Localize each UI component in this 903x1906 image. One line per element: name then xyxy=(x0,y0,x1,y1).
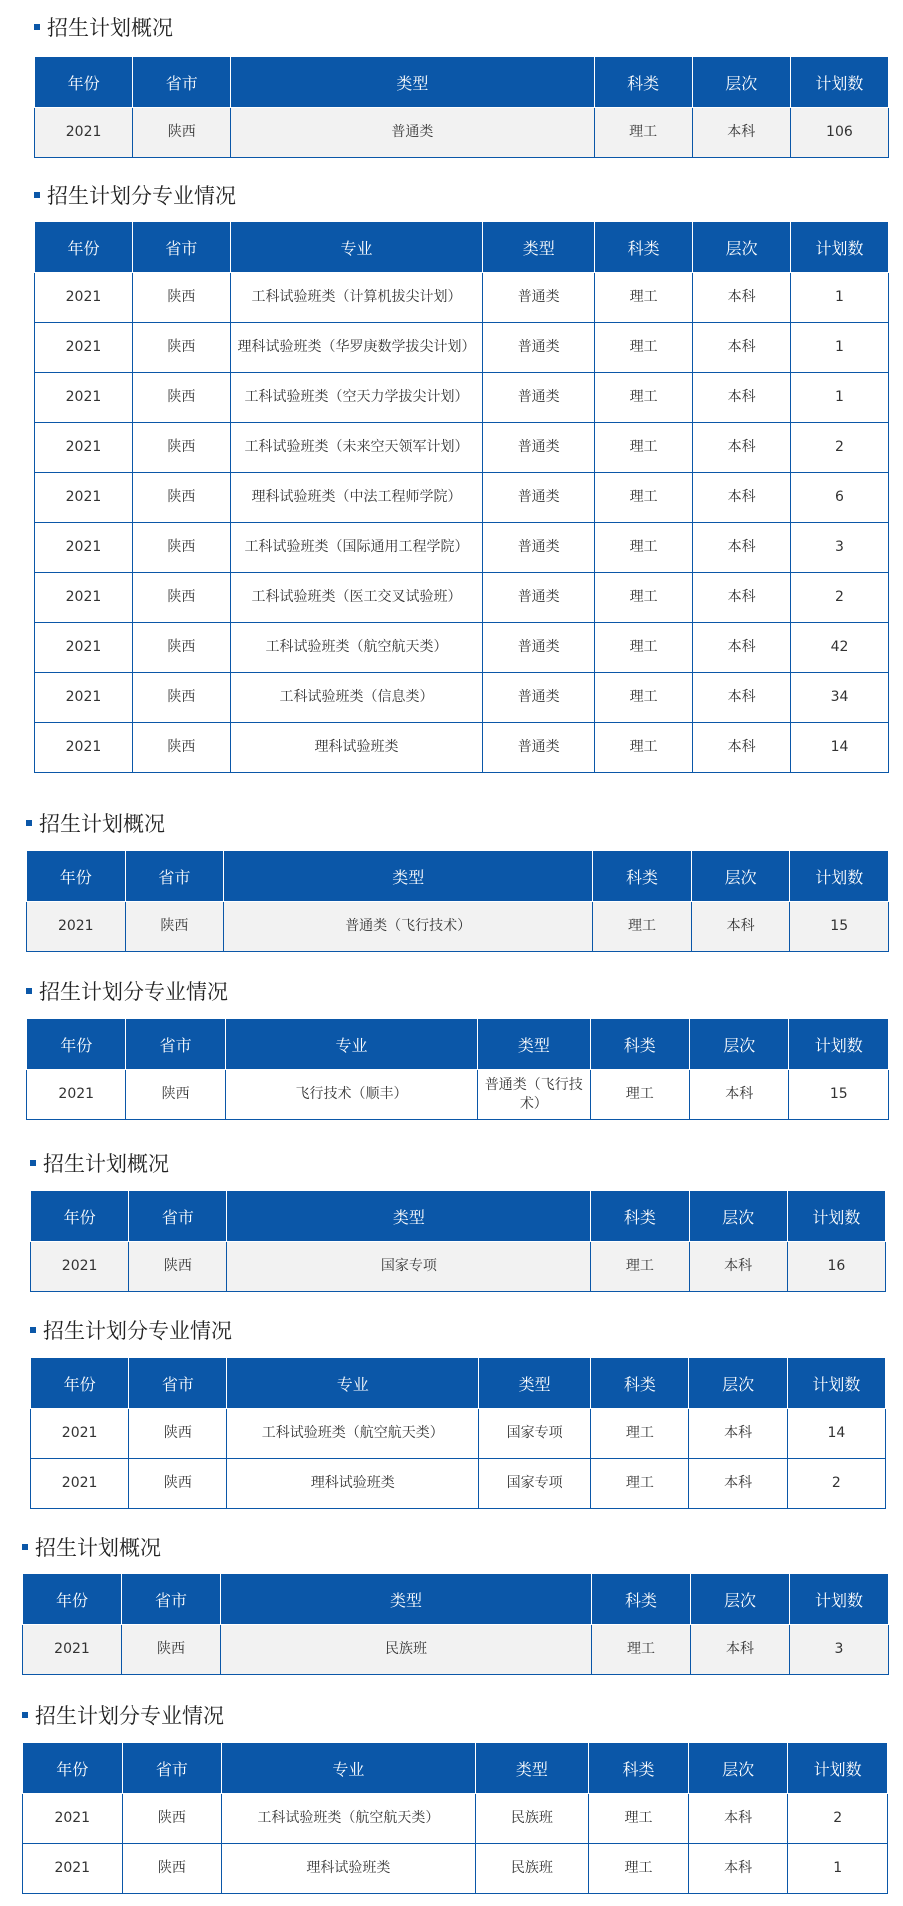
cell-subject: 理工 xyxy=(590,1070,689,1120)
column-header-major: 专业 xyxy=(227,1358,479,1409)
cell-type: 普通类（飞行技术） xyxy=(478,1070,591,1120)
cell-level: 本科 xyxy=(689,1242,787,1292)
cell-type: 民族班 xyxy=(475,1794,589,1844)
cell-subject: 理工 xyxy=(595,523,693,573)
cell-type: 普通类 xyxy=(483,323,595,373)
cell-year: 2021 xyxy=(35,723,133,773)
cell-level: 本科 xyxy=(693,323,791,373)
cell-level: 本科 xyxy=(693,373,791,423)
cell-year: 2021 xyxy=(23,1794,123,1844)
cell-level: 本科 xyxy=(691,1625,790,1675)
section-title-text: 招生计划分专业情况 xyxy=(43,1319,232,1343)
cell-year: 2021 xyxy=(31,1459,129,1509)
section-title xyxy=(26,976,228,1006)
cell-level: 本科 xyxy=(693,423,791,473)
cell-year: 2021 xyxy=(35,623,133,673)
cell-subject: 理工 xyxy=(591,1242,689,1292)
column-header-type: 类型 xyxy=(483,222,595,273)
column-header-level: 层次 xyxy=(690,1019,789,1070)
cell-subject: 理工 xyxy=(592,1625,691,1675)
cell-type: 普通类 xyxy=(483,423,595,473)
section-title-text: 招生计划分专业情况 xyxy=(35,1704,224,1728)
cell-level: 本科 xyxy=(688,1794,788,1844)
cell-subject: 理工 xyxy=(595,373,693,423)
cell-type: 普通类 xyxy=(483,673,595,723)
cell-province: 陕西 xyxy=(122,1794,222,1844)
cell-province: 陕西 xyxy=(125,902,224,952)
cell-year: 2021 xyxy=(27,1070,126,1120)
table-row xyxy=(35,423,889,473)
table-row xyxy=(35,373,889,423)
square-bullet-icon xyxy=(22,1544,28,1550)
table-row xyxy=(27,902,889,952)
cell-major: 工科试验班类（航空航天类） xyxy=(227,1409,479,1459)
cell-level: 本科 xyxy=(690,1070,789,1120)
square-bullet-icon xyxy=(26,820,32,826)
cell-count: 1 xyxy=(788,1844,888,1894)
cell-major: 工科试验班类（国际通用工程学院） xyxy=(230,523,482,573)
table-row xyxy=(35,273,889,323)
cell-count: 3 xyxy=(790,1625,889,1675)
section-title-text: 招生计划概况 xyxy=(43,1152,169,1176)
cell-type: 国家专项 xyxy=(479,1459,591,1509)
section-title-text: 招生计划分专业情况 xyxy=(47,184,236,208)
cell-level: 本科 xyxy=(693,723,791,773)
column-header-count: 计划数 xyxy=(789,1019,889,1070)
cell-count: 14 xyxy=(791,723,889,773)
cell-province: 陕西 xyxy=(132,323,230,373)
cell-year: 2021 xyxy=(35,423,133,473)
cell-type: 普通类 xyxy=(483,373,595,423)
cell-type: 普通类 xyxy=(483,473,595,523)
cell-major: 理科试验班类 xyxy=(227,1459,479,1509)
section-title-text: 招生计划概况 xyxy=(35,1536,161,1560)
cell-year: 2021 xyxy=(31,1409,129,1459)
table-header-row xyxy=(31,1358,886,1409)
column-header-year: 年份 xyxy=(23,1743,123,1794)
cell-province: 陕西 xyxy=(122,1844,222,1894)
table-row xyxy=(35,323,889,373)
square-bullet-icon xyxy=(30,1160,36,1166)
column-header-count: 计划数 xyxy=(790,1574,889,1625)
table-row xyxy=(35,673,889,723)
cell-major: 工科试验班类（医工交叉试验班） xyxy=(230,573,482,623)
cell-year: 2021 xyxy=(35,373,133,423)
column-header-year: 年份 xyxy=(31,1358,129,1409)
table-row xyxy=(35,108,889,158)
cell-type: 国家专项 xyxy=(227,1242,591,1292)
column-header-province: 省市 xyxy=(126,1019,225,1070)
section-title-text: 招生计划概况 xyxy=(47,16,173,40)
cell-level: 本科 xyxy=(693,523,791,573)
table-row xyxy=(23,1844,888,1894)
table-row xyxy=(35,473,889,523)
column-header-subject: 科类 xyxy=(594,57,692,108)
table-header-row xyxy=(23,1574,889,1625)
cell-level: 本科 xyxy=(688,1844,788,1894)
table-header-row xyxy=(35,57,889,108)
table-row xyxy=(31,1459,886,1509)
cell-province: 陕西 xyxy=(132,673,230,723)
cell-province: 陕西 xyxy=(129,1242,227,1292)
cell-type: 普通类 xyxy=(483,273,595,323)
cell-type: 普通类（飞行技术） xyxy=(224,902,593,952)
cell-type: 普通类 xyxy=(231,108,594,158)
cell-count: 2 xyxy=(787,1459,885,1509)
cell-major: 理科试验班类 xyxy=(222,1844,475,1894)
cell-subject: 理工 xyxy=(593,902,692,952)
cell-subject: 理工 xyxy=(595,323,693,373)
cell-level: 本科 xyxy=(689,1409,787,1459)
square-bullet-icon xyxy=(30,1327,36,1333)
plan-by-major-table xyxy=(26,1018,889,1120)
cell-year: 2021 xyxy=(35,523,133,573)
cell-level: 本科 xyxy=(693,273,791,323)
column-header-province: 省市 xyxy=(132,222,230,273)
cell-level: 本科 xyxy=(689,1459,787,1509)
cell-subject: 理工 xyxy=(589,1844,689,1894)
cell-subject: 理工 xyxy=(595,473,693,523)
cell-year: 2021 xyxy=(35,323,133,373)
column-header-level: 层次 xyxy=(689,1358,787,1409)
cell-subject: 理工 xyxy=(595,273,693,323)
cell-province: 陕西 xyxy=(132,273,230,323)
plan-by-major-table xyxy=(34,221,889,773)
cell-year: 2021 xyxy=(23,1625,122,1675)
cell-major: 工科试验班类（计算机拔尖计划） xyxy=(230,273,482,323)
cell-type: 普通类 xyxy=(483,573,595,623)
cell-count: 15 xyxy=(790,902,889,952)
cell-major: 工科试验班类（航空航天类） xyxy=(230,623,482,673)
section-title-text: 招生计划概况 xyxy=(39,812,165,836)
cell-count: 2 xyxy=(791,573,889,623)
plan-summary-table xyxy=(30,1190,886,1292)
column-header-count: 计划数 xyxy=(790,57,888,108)
cell-subject: 理工 xyxy=(591,1459,689,1509)
cell-subject: 理工 xyxy=(595,623,693,673)
section-title xyxy=(30,1315,232,1345)
section-title-text: 招生计划分专业情况 xyxy=(39,980,228,1004)
cell-subject: 理工 xyxy=(595,573,693,623)
section-title xyxy=(22,1532,161,1562)
column-header-year: 年份 xyxy=(35,57,133,108)
cell-type: 国家专项 xyxy=(479,1409,591,1459)
column-header-province: 省市 xyxy=(129,1191,227,1242)
cell-year: 2021 xyxy=(35,473,133,523)
table-row xyxy=(31,1242,886,1292)
section-title xyxy=(30,1148,169,1178)
cell-level: 本科 xyxy=(693,573,791,623)
section-title xyxy=(34,12,173,42)
column-header-province: 省市 xyxy=(122,1574,221,1625)
cell-province: 陕西 xyxy=(129,1459,227,1509)
plan-summary-table xyxy=(22,1573,889,1675)
table-row xyxy=(23,1794,888,1844)
cell-subject: 理工 xyxy=(594,108,692,158)
column-header-level: 层次 xyxy=(689,1191,787,1242)
cell-count: 1 xyxy=(791,323,889,373)
cell-major: 工科试验班类（空天力学拔尖计划） xyxy=(230,373,482,423)
table-header-row xyxy=(31,1191,886,1242)
cell-subject: 理工 xyxy=(595,673,693,723)
cell-type: 民族班 xyxy=(475,1844,589,1894)
cell-level: 本科 xyxy=(693,673,791,723)
table-header-row xyxy=(23,1743,888,1794)
cell-province: 陕西 xyxy=(132,473,230,523)
table-row xyxy=(31,1409,886,1459)
cell-province: 陕西 xyxy=(126,1070,225,1120)
column-header-year: 年份 xyxy=(27,851,126,902)
square-bullet-icon xyxy=(22,1712,28,1718)
cell-type: 普通类 xyxy=(483,523,595,573)
cell-count: 3 xyxy=(791,523,889,573)
column-header-province: 省市 xyxy=(129,1358,227,1409)
column-header-level: 层次 xyxy=(688,1743,788,1794)
column-header-level: 层次 xyxy=(691,1574,790,1625)
cell-level: 本科 xyxy=(691,902,790,952)
column-header-level: 层次 xyxy=(692,57,790,108)
cell-level: 本科 xyxy=(692,108,790,158)
table-header-row xyxy=(35,222,889,273)
cell-major: 理科试验班类（中法工程师学院） xyxy=(230,473,482,523)
cell-year: 2021 xyxy=(35,108,133,158)
plan-summary-table xyxy=(34,56,889,158)
square-bullet-icon xyxy=(34,24,40,30)
table-row xyxy=(23,1625,889,1675)
column-header-year: 年份 xyxy=(23,1574,122,1625)
cell-province: 陕西 xyxy=(132,423,230,473)
cell-province: 陕西 xyxy=(122,1625,221,1675)
column-header-major: 专业 xyxy=(225,1019,477,1070)
cell-count: 42 xyxy=(791,623,889,673)
cell-type: 普通类 xyxy=(483,623,595,673)
column-header-year: 年份 xyxy=(31,1191,129,1242)
column-header-type: 类型 xyxy=(478,1019,591,1070)
cell-count: 1 xyxy=(791,373,889,423)
plan-summary-table xyxy=(26,850,889,952)
column-header-subject: 科类 xyxy=(593,851,692,902)
column-header-level: 层次 xyxy=(691,851,790,902)
column-header-major: 专业 xyxy=(230,222,482,273)
cell-major: 工科试验班类（信息类） xyxy=(230,673,482,723)
cell-province: 陕西 xyxy=(132,573,230,623)
cell-province: 陕西 xyxy=(132,523,230,573)
cell-count: 16 xyxy=(787,1242,885,1292)
plan-by-major-table xyxy=(22,1742,888,1894)
column-header-type: 类型 xyxy=(227,1191,591,1242)
column-header-type: 类型 xyxy=(231,57,594,108)
table-header-row xyxy=(27,851,889,902)
cell-count: 2 xyxy=(788,1794,888,1844)
column-header-type: 类型 xyxy=(221,1574,592,1625)
cell-count: 6 xyxy=(791,473,889,523)
cell-province: 陕西 xyxy=(132,373,230,423)
cell-subject: 理工 xyxy=(591,1409,689,1459)
table-row xyxy=(35,723,889,773)
cell-year: 2021 xyxy=(23,1844,123,1894)
cell-major: 飞行技术（顺丰） xyxy=(225,1070,477,1120)
column-header-count: 计划数 xyxy=(787,1358,885,1409)
cell-major: 理科试验班类（华罗庚数学拔尖计划） xyxy=(230,323,482,373)
column-header-province: 省市 xyxy=(122,1743,222,1794)
column-header-subject: 科类 xyxy=(595,222,693,273)
square-bullet-icon xyxy=(26,988,32,994)
cell-type: 普通类 xyxy=(483,723,595,773)
column-header-year: 年份 xyxy=(27,1019,126,1070)
cell-year: 2021 xyxy=(31,1242,129,1292)
cell-count: 34 xyxy=(791,673,889,723)
table-row xyxy=(27,1070,889,1120)
cell-count: 15 xyxy=(789,1070,889,1120)
cell-year: 2021 xyxy=(27,902,126,952)
section-title xyxy=(26,808,165,838)
table-row xyxy=(35,573,889,623)
cell-major: 工科试验班类（航空航天类） xyxy=(222,1794,475,1844)
section-title xyxy=(34,180,236,210)
cell-subject: 理工 xyxy=(589,1794,689,1844)
cell-province: 陕西 xyxy=(132,623,230,673)
cell-count: 1 xyxy=(791,273,889,323)
table-row xyxy=(35,623,889,673)
cell-level: 本科 xyxy=(693,623,791,673)
column-header-province: 省市 xyxy=(133,57,231,108)
column-header-type: 类型 xyxy=(224,851,593,902)
cell-count: 106 xyxy=(790,108,888,158)
cell-major: 理科试验班类 xyxy=(230,723,482,773)
column-header-subject: 科类 xyxy=(591,1358,689,1409)
column-header-level: 层次 xyxy=(693,222,791,273)
cell-level: 本科 xyxy=(693,473,791,523)
column-header-province: 省市 xyxy=(125,851,224,902)
column-header-subject: 科类 xyxy=(589,1743,689,1794)
cell-subject: 理工 xyxy=(595,423,693,473)
cell-year: 2021 xyxy=(35,673,133,723)
cell-count: 2 xyxy=(791,423,889,473)
column-header-count: 计划数 xyxy=(790,851,889,902)
plan-by-major-table xyxy=(30,1357,886,1509)
column-header-type: 类型 xyxy=(475,1743,589,1794)
column-header-subject: 科类 xyxy=(592,1574,691,1625)
column-header-major: 专业 xyxy=(222,1743,475,1794)
cell-province: 陕西 xyxy=(129,1409,227,1459)
column-header-subject: 科类 xyxy=(591,1191,689,1242)
cell-province: 陕西 xyxy=(132,723,230,773)
cell-year: 2021 xyxy=(35,273,133,323)
cell-year: 2021 xyxy=(35,573,133,623)
cell-subject: 理工 xyxy=(595,723,693,773)
table-row xyxy=(35,523,889,573)
column-header-count: 计划数 xyxy=(788,1743,888,1794)
table-header-row xyxy=(27,1019,889,1070)
column-header-count: 计划数 xyxy=(791,222,889,273)
square-bullet-icon xyxy=(34,192,40,198)
cell-type: 民族班 xyxy=(221,1625,592,1675)
column-header-type: 类型 xyxy=(479,1358,591,1409)
cell-major: 工科试验班类（未来空天领军计划） xyxy=(230,423,482,473)
column-header-count: 计划数 xyxy=(787,1191,885,1242)
cell-count: 14 xyxy=(787,1409,885,1459)
column-header-year: 年份 xyxy=(35,222,133,273)
cell-province: 陕西 xyxy=(133,108,231,158)
section-title xyxy=(22,1700,224,1730)
column-header-subject: 科类 xyxy=(590,1019,689,1070)
